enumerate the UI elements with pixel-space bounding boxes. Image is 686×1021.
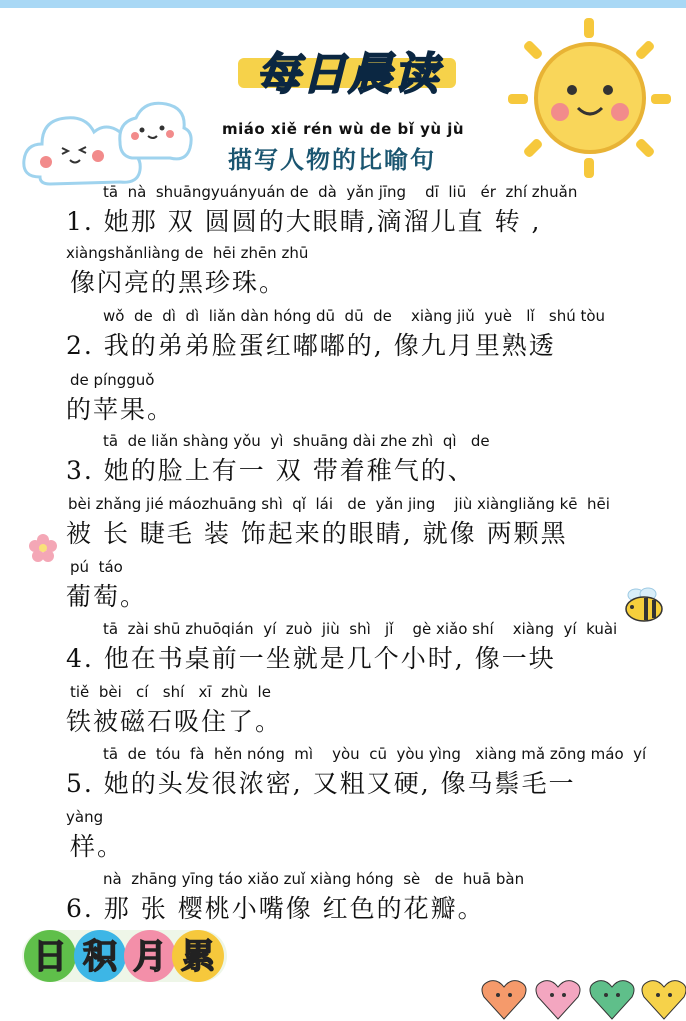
pinyin-line: tā de tóu fà hěn nóng mì yòu cū yòu yìng xiàng mǎ zōng máo yí	[103, 745, 647, 763]
top-border	[0, 0, 686, 8]
sentence-line: 5. 她的头发很浓密, 又粗又硬, 像马鬃毛一	[66, 769, 576, 798]
sentence-line: 6. 那 张 樱桃小嘴像 红色的花瓣。	[66, 894, 485, 923]
heart-faces-icon	[480, 975, 686, 1021]
subtitle: 描写人物的比喻句	[228, 145, 436, 174]
pinyin-line: tā nà shuāngyuányuán de dà yǎn jīng dī liū ér zhí zhuǎn	[103, 183, 578, 201]
sentence-line: 1. 她那 双 圆圆的大眼睛,滴溜儿直 转 ,	[66, 207, 542, 236]
pinyin-line: de píngguǒ	[70, 371, 155, 389]
pinyin-line: bèi zhǎng jié máozhuāng shì qǐ lái de yǎn jing jiù xiàngliǎng kē hēi	[68, 495, 610, 513]
pinyin-line: wǒ de dì dì liǎn dàn hóng dū dū de xiàng jiǔ yuè lǐ shú tòu	[103, 307, 606, 325]
page-title: 每日晨读	[256, 49, 440, 100]
pinyin-line: yàng	[66, 808, 104, 826]
pinyin-line: tā zài shū zhuōqián yí zuò jiù shì jǐ gè xiǎo shí xiàng yí kuài	[103, 620, 618, 638]
badge-char: 月	[133, 937, 167, 977]
sentence-line: 铁被磁石吸住了。	[66, 707, 283, 736]
pinyin-line: nà zhāng yīng táo xiǎo zuǐ xiàng hóng sè de huā bàn	[103, 870, 525, 888]
sentence-line: 葡萄。	[66, 582, 148, 611]
sentence-line: 3. 她的脸上有一 双 带着稚气的、	[66, 456, 475, 485]
sentence-line: 像闪亮的黑珍珠。	[70, 268, 287, 297]
badge-char: 累	[181, 937, 215, 977]
sentence-line: 的苹果。	[66, 395, 175, 424]
pinyin-line: tiě bèi cí shí xī zhù le	[70, 683, 271, 701]
pinyin-line: pú táo	[70, 558, 123, 576]
sun-face-icon	[508, 18, 673, 178]
sentence-line: 样。	[70, 832, 125, 861]
sentence-line: 2. 我的弟弟脸蛋红嘟嘟的, 像九月里熟透	[66, 331, 556, 360]
daily-accumulation-badge	[22, 926, 227, 986]
cloud-faces-icon	[20, 92, 195, 192]
badge-char: 日	[33, 937, 67, 977]
sentence-line: 4. 他在书桌前一坐就是几个小时, 像一块	[66, 644, 556, 673]
pinyin-line: xiàngshǎnliàng de hēi zhēn zhū	[66, 244, 309, 262]
badge-char: 积	[83, 937, 117, 977]
subtitle-pinyin: miáo xiě rén wù de bǐ yù jù	[222, 120, 465, 138]
sentence-line: 被 长 睫毛 装 饰起来的眼睛, 就像 两颗黑	[66, 519, 568, 548]
bee-icon	[618, 585, 668, 625]
pink-flower-icon	[28, 533, 58, 563]
pinyin-line: tā de liǎn shàng yǒu yì shuāng dài zhe zhì qì de	[103, 432, 490, 450]
